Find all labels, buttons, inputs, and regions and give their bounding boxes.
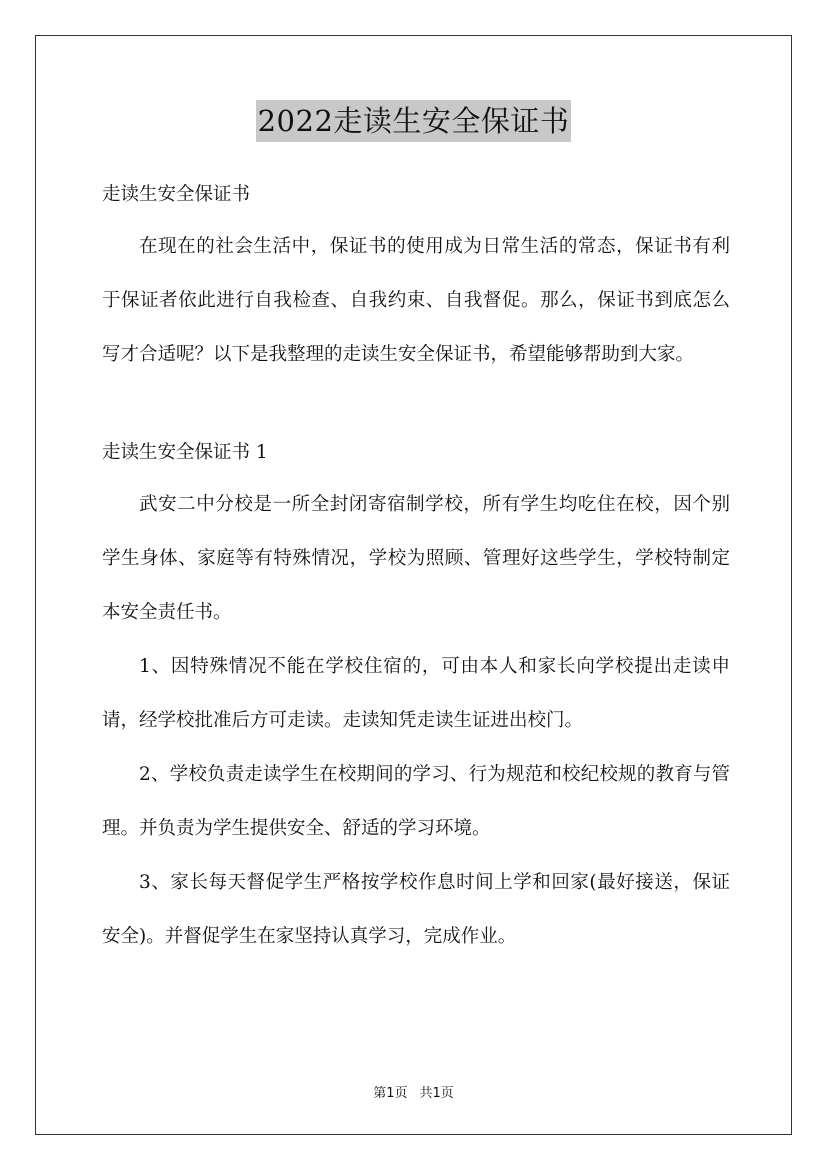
intro-paragraph: 在现在的社会生活中，保证书的使用成为日常生活的常态，保证书有利于保证者依此进行自我检查、自我约束、自我督促。那么，保证书到底怎么写才合适呢？以下是我整理的走读生安全保证书，希望能够帮助到大家。 bbox=[102, 236, 730, 365]
title-container bbox=[0, 100, 827, 142]
section-spacer bbox=[102, 382, 730, 428]
page-footer bbox=[0, 1082, 827, 1101]
body-paragraph: 3、家长每天督促学生严格按学校作息时间上学和回家(最好接送，保证安全)。并督促学生在家坚持认真学习，完成作业。 bbox=[102, 872, 730, 947]
section-heading: 走读生安全保证书 1 bbox=[102, 442, 268, 463]
document-body bbox=[102, 170, 730, 964]
page-total: 共1页 bbox=[419, 1086, 454, 1101]
body-paragraph: 2、学校负责走读学生在校期间的学习、行为规范和校纪校规的教育与管理。并负责为学生提供安全、舒适的学习环境。 bbox=[102, 764, 730, 839]
intro-heading: 走读生安全保证书 bbox=[102, 184, 251, 205]
body-paragraph: 1、因特殊情况不能在学校住宿的，可由本人和家长向学校提出走读申请，经学校批准后方可走读。走读知凭走读生证进出校门。 bbox=[102, 656, 730, 731]
body-paragraph: 武安二中分校是一所全封闭寄宿制学校，所有学生均吃住在校，因个别学生身体、家庭等有特殊情况，学校为照顾、管理好这些学生，学校特制定本安全责任书。 bbox=[102, 494, 730, 623]
document-title: 2022走读生安全保证书 bbox=[256, 100, 572, 142]
page-number: 第1页 bbox=[373, 1086, 408, 1101]
